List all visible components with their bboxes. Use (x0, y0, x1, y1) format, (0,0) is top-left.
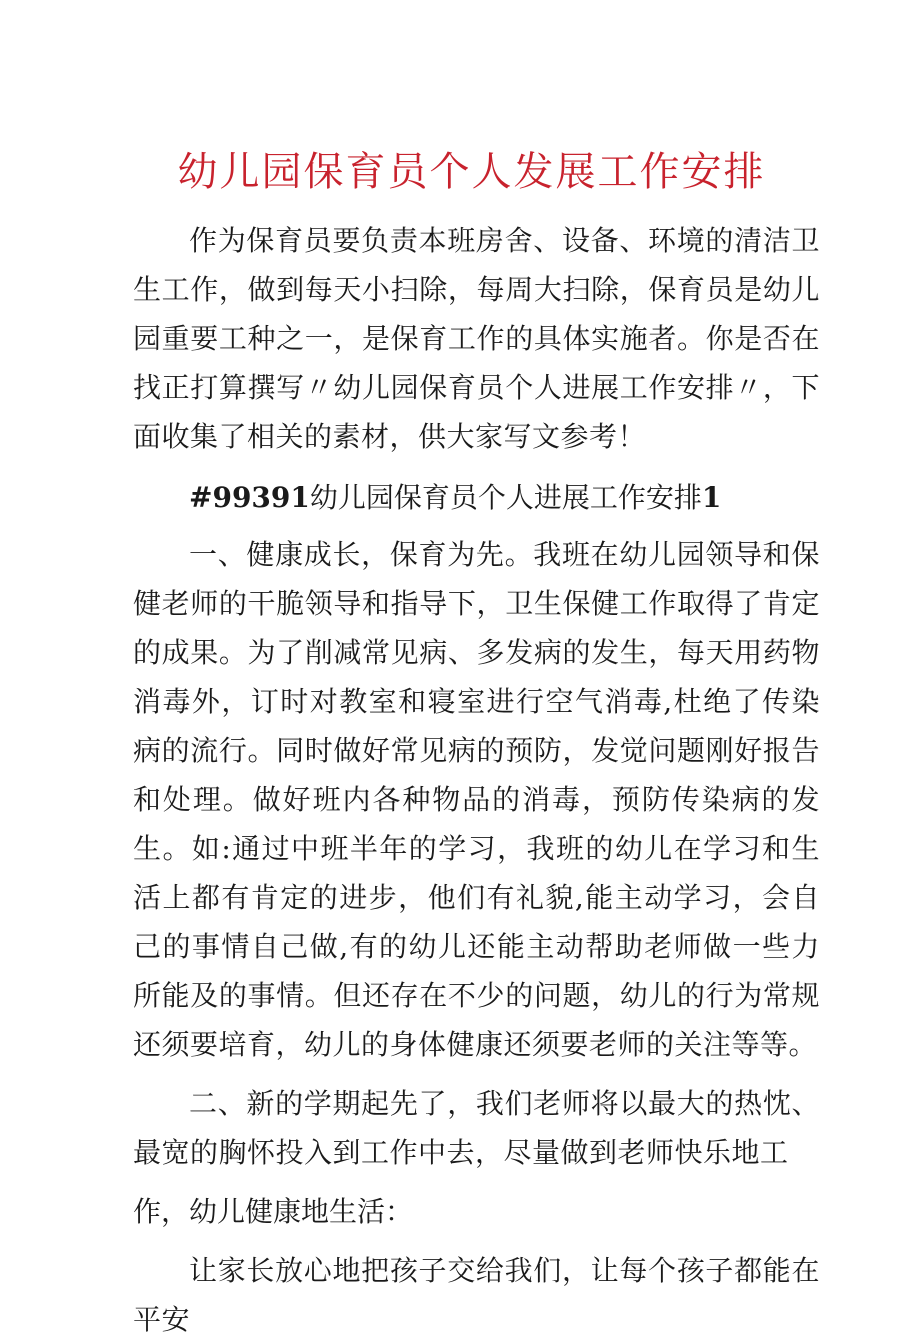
paragraph-parents: 让家长放心地把孩子交给我们，让每个孩子都能在平安 (133, 1254, 820, 1336)
paragraph-health: 一、健康成长，保育为先。我班在幼儿园领导和保健老师的干脆领导和指导下，卫生保健工作取得了肯定的成果。为了削减常见病、多发病的发生，每天用药物消毒外，订时对教室和寝室进行空气消毒,杜绝了传染病的流行。同时做好常见病的预防，发觉问题刚好报告和处理。做好班内各种物品的消毒，预防传染病的发生。如:通过中班半年的学习，我班的幼儿在学习和生活上都有肯定的进步，他们有礼貌,能主动学习，会自己的事情自己做,有的幼儿还能主动帮助老师做一些力所能及的事情。但还存在不少的问题，幼儿的行为常规还须要培育，幼儿的身体健康还须要老师的关注等等。 (133, 538, 820, 1061)
paragraph-gap (133, 1177, 820, 1187)
paragraph-gap (133, 1069, 820, 1079)
intro-paragraph: 作为保育员要负责本班房舍、设备、环境的清洁卫生工作，做到每天小扫除，每周大扫除，保育员是幼儿园重要工种之一，是保育工作的具体实施者。你是否在找正打算撰写〃幼儿园保育员个人进展工作安排〃，下面收集了相关的素材，供大家写文参考！ (133, 224, 820, 453)
section-heading (133, 473, 820, 522)
paragraph-new-term-continued: 作，幼儿健康地生活： (133, 1195, 414, 1228)
section-heading-text: 幼儿园保育员个人进展工作安排 (309, 481, 702, 514)
paragraph-gap (133, 1236, 820, 1246)
section-heading-suffix: 1 (701, 481, 722, 514)
section-heading-prefix: #99391 (189, 481, 310, 514)
paragraph-new-term: 二、新的学期起先了，我们老师将以最大的热忱、最宽的胸怀投入到工作中去，尽量做到老师快乐地工 (133, 1087, 820, 1169)
document-title: 幼儿园保育员个人发展工作安排 (177, 149, 766, 195)
